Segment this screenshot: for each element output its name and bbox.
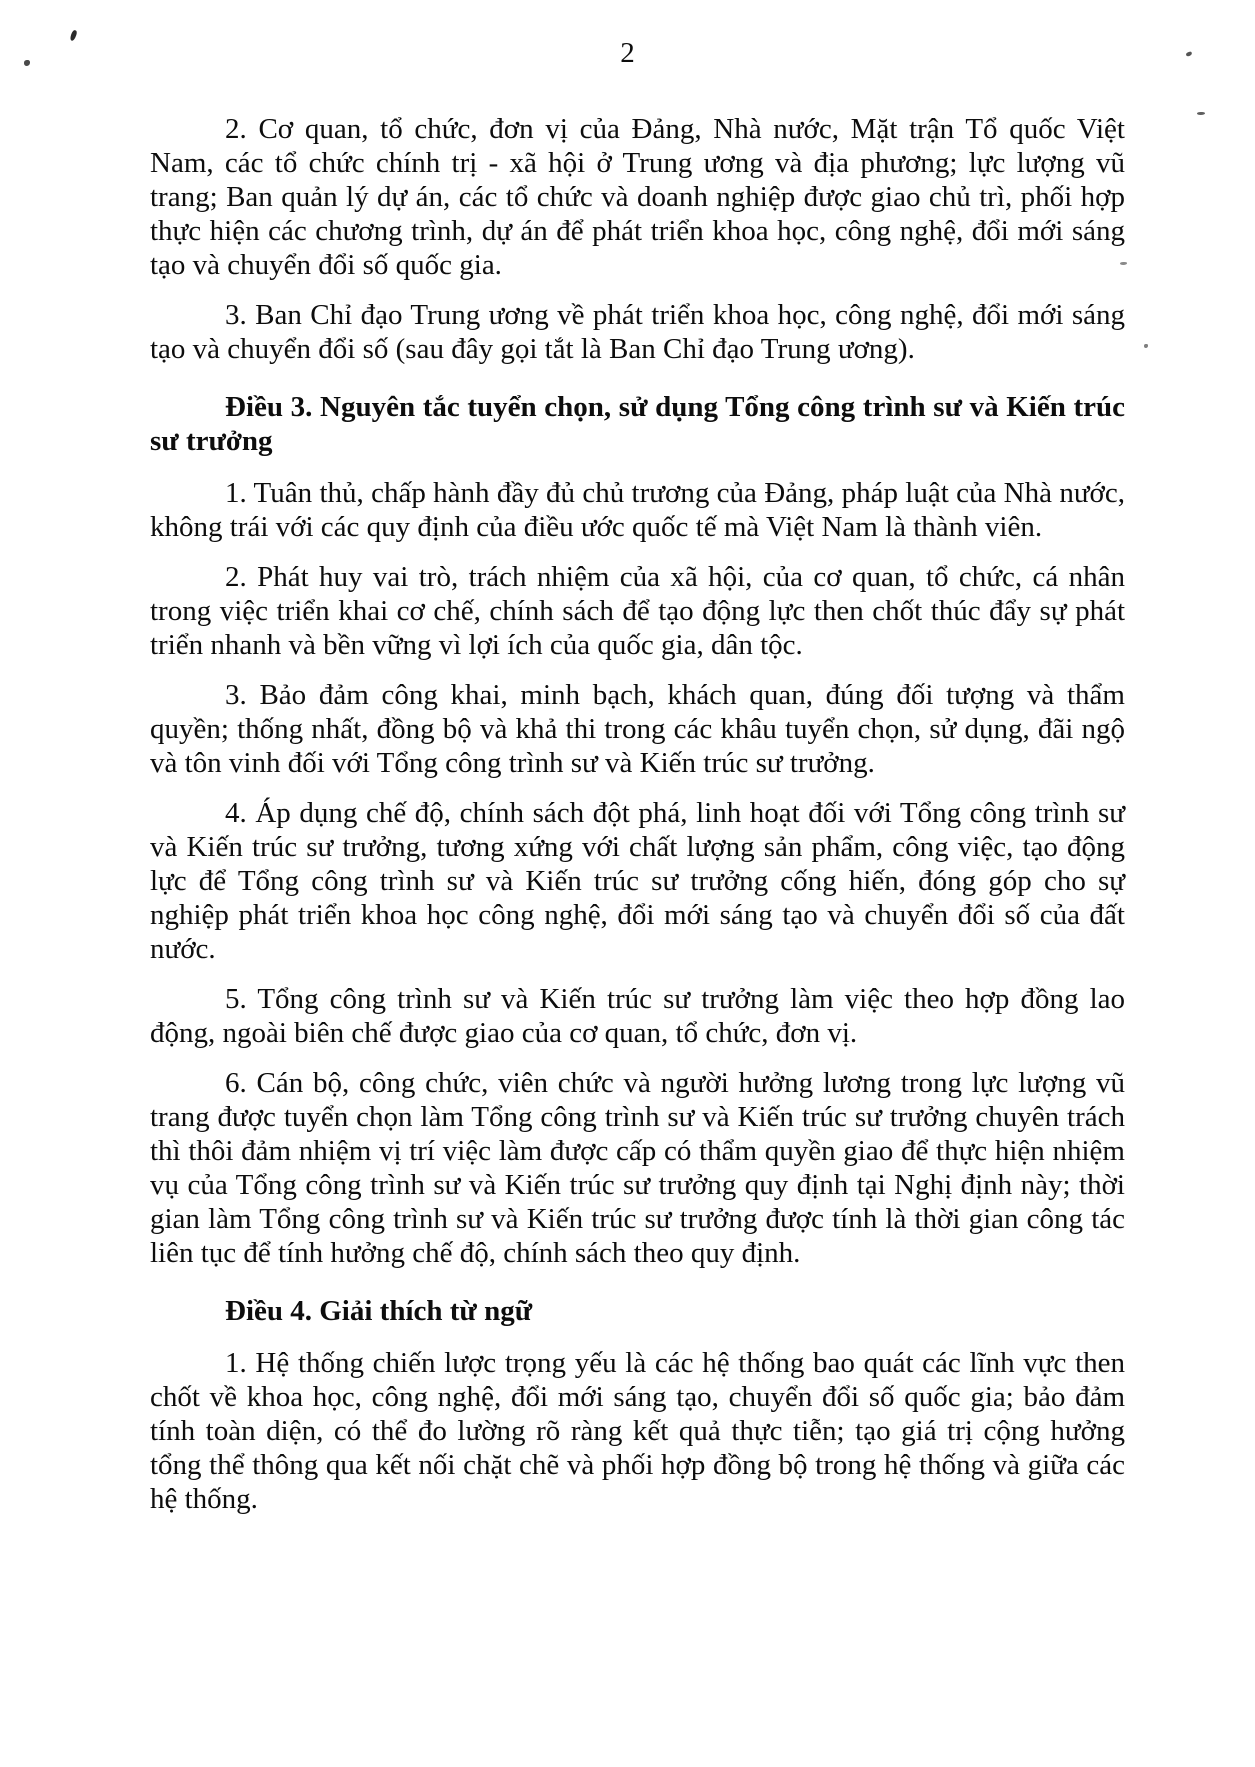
paragraph-clause-3: 3. Ban Chỉ đạo Trung ương về phát triển khoa học, công nghệ, đổi mới sáng tạo và chuyển đổi số (sau đây gọi tắt là Ban Chỉ đạo Trung ương). <box>150 299 1125 365</box>
paragraph-dieu3-clause-2: 2. Phát huy vai trò, trách nhiệm của xã hội, của cơ quan, tổ chức, cá nhân trong việc triển khai cơ chế, chính sách để tạo động lực then chốt thúc đẩy sự phát triển nhanh và bền vững vì lợi ích của quốc gia, dân tộc. <box>150 561 1125 661</box>
page-number: 2 <box>620 37 635 69</box>
heading-dieu-3: Điều 3. Nguyên tắc tuyển chọn, sử dụng Tổng công trình sư và Kiến trúc sư trưởng <box>150 391 1125 457</box>
paragraph-dieu3-clause-4: 4. Áp dụng chế độ, chính sách đột phá, linh hoạt đối với Tổng công trình sư và Kiến trúc sư trưởng, tương xứng với chất lượng sản phẩm, công việc, tạo động lực để Tổng công trình sư và Kiến trúc sư trưởng cống hiến, đóng góp cho sự nghiệp phát triển khoa học công nghệ, đổi mới sáng tạo và chuyển đổi số của đất nước. <box>150 797 1125 965</box>
paragraph-dieu3-clause-5: 5. Tổng công trình sư và Kiến trúc sư trưởng làm việc theo hợp đồng lao động, ngoài biên chế được giao của cơ quan, tổ chức, đơn vị. <box>150 983 1125 1049</box>
paragraph-dieu3-clause-1: 1. Tuân thủ, chấp hành đầy đủ chủ trương của Đảng, pháp luật của Nhà nước, không trái với các quy định của điều ước quốc tế mà Việt Nam là thành viên. <box>150 477 1125 543</box>
paragraph-dieu4-clause-1: 1. Hệ thống chiến lược trọng yếu là các hệ thống bao quát các lĩnh vực then chốt về khoa học, công nghệ, đổi mới sáng tạo, chuyển đổi số quốc gia; bảo đảm tính toàn diện, có thể đo lường rõ ràng kết quả thực tiễn; tạo giá trị cộng hưởng tổng thể thông qua kết nối chặt chẽ và phối hợp đồng bộ trong hệ thống và giữa các hệ thống. <box>150 1347 1125 1515</box>
document-body <box>0 70 1255 1516</box>
paragraph-dieu3-clause-3: 3. Bảo đảm công khai, minh bạch, khách quan, đúng đối tượng và thẩm quyền; thống nhất, đồng bộ và khả thi trong các khâu tuyển chọn, sử dụng, đãi ngộ và tôn vinh đối với Tổng công trình sư và Kiến trúc sư trưởng. <box>150 679 1125 779</box>
heading-dieu-4: Điều 4. Giải thích từ ngữ <box>225 1295 533 1327</box>
paragraph-dieu3-clause-6: 6. Cán bộ, công chức, viên chức và người hưởng lương trong lực lượng vũ trang được tuyển chọn làm Tổng công trình sư và Kiến trúc sư trưởng chuyên trách thì thôi đảm nhiệm vị trí việc làm được cấp có thẩm quyền giao để thực hiện nhiệm vụ của Tổng công trình sư và Kiến trúc sư trưởng quy định tại Nghị định này; thời gian làm Tổng công trình sư và Kiến trúc sư trưởng được tính là thời gian công tác liên tục để tính hưởng chế độ, chính sách theo quy định. <box>150 1067 1125 1269</box>
paragraph-clause-2: 2. Cơ quan, tổ chức, đơn vị của Đảng, Nhà nước, Mặt trận Tổ quốc Việt Nam, các tổ chức chính trị - xã hội ở Trung ương và địa phương; lực lượng vũ trang; Ban quản lý dự án, các tổ chức và doanh nghiệp được giao chủ trì, phối hợp thực hiện các chương trình, dự án để phát triển khoa học, công nghệ, đổi mới sáng tạo và chuyển đổi số quốc gia. <box>150 113 1125 281</box>
